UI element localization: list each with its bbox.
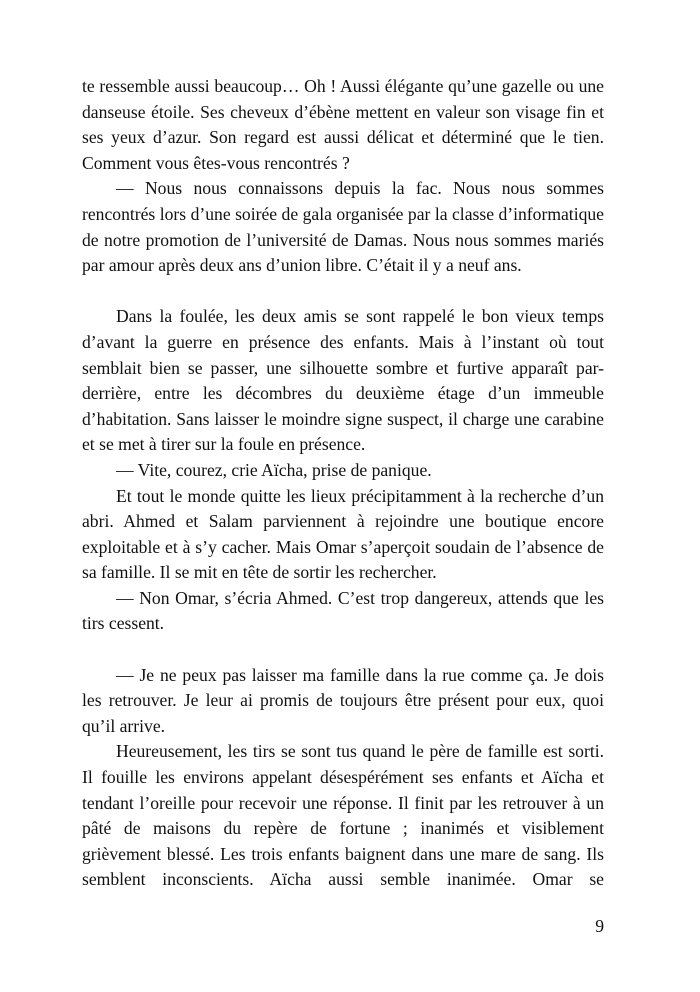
paragraph-gap xyxy=(82,279,604,305)
paragraph-6: — Non Omar, s’écria Ahmed. C’est trop dangereux, attends que les tirs cessent. xyxy=(82,587,604,634)
paragraph-gap xyxy=(82,637,604,663)
page-number: 9 xyxy=(595,916,604,936)
paragraph-3: Dans la foulée, les deux amis se sont rappelé le bon vieux temps d’avant la guerre en présence des enfants. Mais à l’instant où tout semblait bien se passer, une silhouette sombre et furtive apparaît par-derrière, entre les décombres du deuxième étage d’un immeuble d’habitation. Sans laisser le moindre signe suspect, il charge une carabine et se met à tirer sur la foule en présence. xyxy=(82,306,604,455)
paragraph-7: — Je ne peux pas laisser ma famille dans la rue comme ça. Je dois les retrouver. Je leur ai promis de toujours être présent pour eux, quoi qu’il arrive. xyxy=(82,664,604,736)
paragraph-5: Et tout le monde quitte les lieux précipitamment à la recherche d’un abri. Ahmed et Salam parviennent à rejoindre une boutique encore exploitable et à s’y cacher. Mais Omar s’aperçoit soudain de l’absence de sa famille. Il se mit en tête de sortir les rechercher. xyxy=(82,485,604,583)
page-body xyxy=(82,74,604,893)
paragraph-2: — Nous nous connaissons depuis la fac. Nous nous sommes rencontrés lors d’une soirée de gala organisée par la classe d’informatique de notre promotion de l’université de Damas. Nous nous sommes mariés par amour après deux ans d’union libre. C’était il y a neuf ans. xyxy=(82,178,604,276)
paragraph-8: Heureusement, les tirs se sont tus quand le père de famille est sorti. Il fouille les environs appelant désespérément ses enfants et Aïcha et tendant l’oreille pour recevoir une réponse. Il finit par les retrouver à un pâté de maisons du repère de fortune ; inanimés et visiblement grièvement blessé. Les trois enfants baignent dans une mare de sang. Ils semblent inconscients. Aïcha aussi semble inanimée. Omar se xyxy=(82,741,604,890)
paragraph-1: te ressemble aussi beaucoup… Oh ! Aussi élégante qu’une gazelle ou une danseuse étoile. Ses cheveux d’ébène mettent en valeur son visage fin et ses yeux d’azur. Son regard est aussi délicat et déterminé que le tien. Comment vous êtes-vous rencontrés ? xyxy=(82,76,604,173)
paragraph-4: — Vite, courez, crie Aïcha, prise de panique. xyxy=(116,459,432,480)
